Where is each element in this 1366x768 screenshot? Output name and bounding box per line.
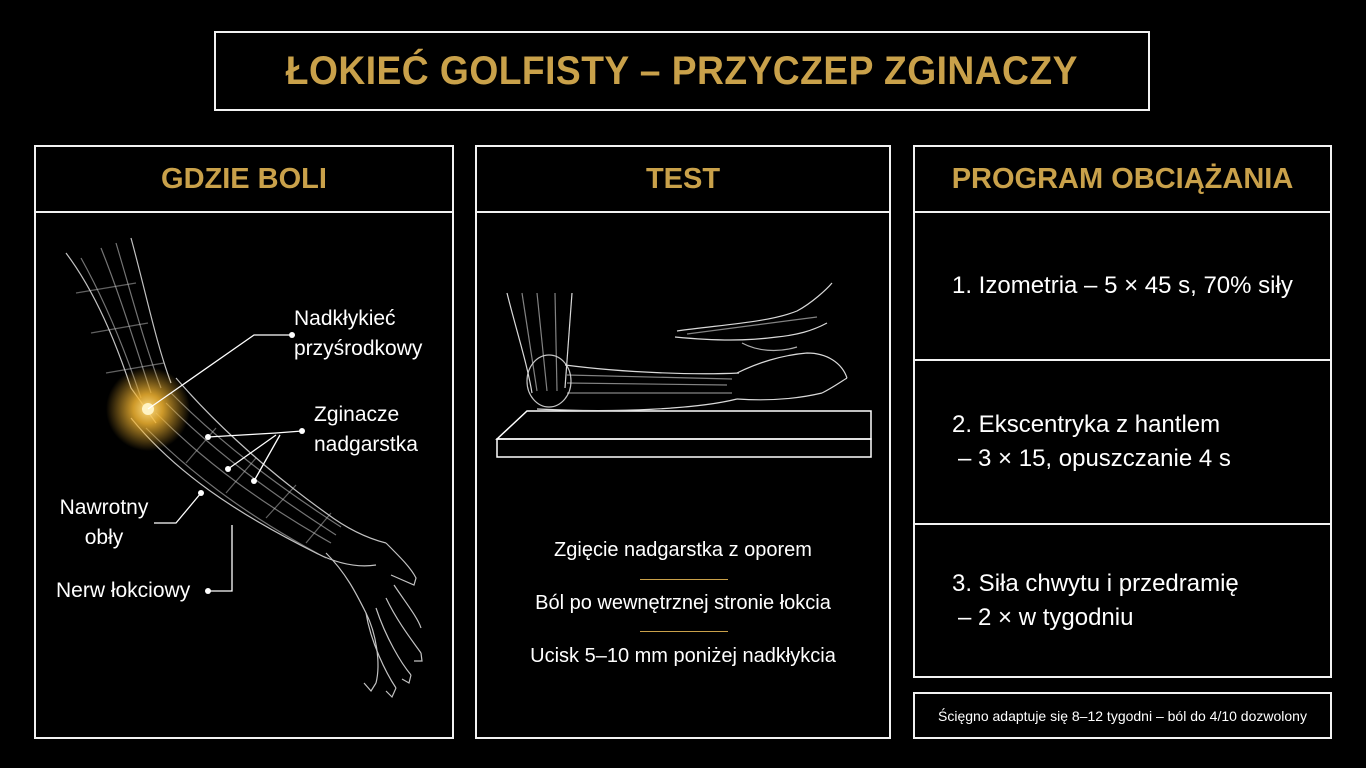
test-panel [475, 145, 891, 739]
program-step-1: 1. Izometria – 5 × 45 s, 70% siły [915, 213, 1330, 361]
program-step-3: 3. Siła chwytu i przedramię – 2 × w tygodniu [952, 569, 1239, 631]
where-it-hurts-panel [34, 145, 454, 739]
label-ulnar-nerve: Nerw łokciowy [56, 579, 191, 602]
program-step-2: 2. Ekscentryka z hantlem – 3 × 15, opuszczanie 4 s [915, 361, 1330, 525]
page-title: ŁOKIEĆ GOLFISTY – PRZYCZEP ZGINACZY [285, 48, 1079, 93]
divider [640, 579, 728, 580]
test-step-2: Ból po wewnętrznej stronie łokcia [535, 592, 831, 614]
loading-program-heading: PROGRAM OBCIĄŻANIA [915, 147, 1330, 213]
label-pronator-teres: Nawrotny obły [59, 496, 149, 549]
title-banner [214, 31, 1150, 111]
where-it-hurts-heading: GDZIE BOLI [36, 147, 452, 213]
loading-program-panel [913, 145, 1332, 678]
label-wrist-flexors: Zginacze nadgarstka [314, 403, 418, 456]
wrist-flexion-test-illustration [477, 213, 889, 493]
divider [640, 631, 728, 632]
test-step-1: Zgięcie nadgarstka z oporem [554, 539, 812, 561]
footnote: Ścięgno adaptuje się 8–12 tygodni – ból do 4/10 dozwolony [913, 692, 1332, 739]
test-step-3: Ucisk 5–10 mm poniżej nadkłykcia [530, 645, 836, 667]
test-heading: TEST [477, 147, 889, 213]
arm-anatomy-illustration [36, 213, 452, 737]
label-medial-epicondyle: Nadkłykieć przyśrodkowy [294, 307, 423, 360]
